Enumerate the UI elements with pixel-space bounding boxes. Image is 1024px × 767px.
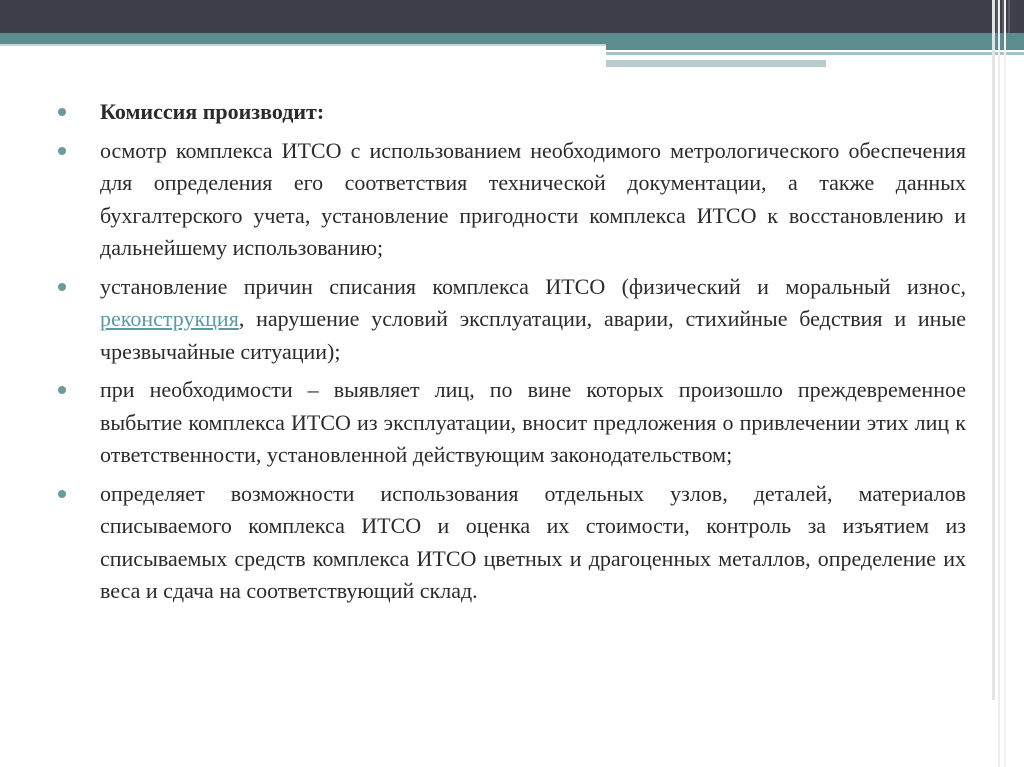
header-stripe: [1008, 0, 1010, 33]
bullet-dot-icon: [58, 490, 66, 498]
bullet-dot-icon: [58, 386, 66, 394]
reconstruction-link[interactable]: реконструкция: [100, 306, 239, 331]
list-item: [56, 135, 966, 265]
header-accent-line: [606, 60, 826, 67]
list-item: [56, 271, 966, 369]
list-item: [56, 478, 966, 608]
header-dark-band: [0, 0, 1024, 33]
bullet-dot-icon: [58, 147, 66, 155]
right-decoration-line: [1004, 0, 1006, 767]
list-item-text-after: , нарушение условий эксплуатации, аварии, стихийные бедствия и иные чрезвычайные ситуации);: [100, 306, 966, 364]
bullet-dot-icon: [58, 108, 66, 116]
list-item-text: при необходимости – выявляет лиц, по вине которых произошло преждевременное выбытие комплекса ИТСО из эксплуатации, вносит предложения о привлечении этих лиц к ответственности, установленной действующим законодательством;: [100, 377, 966, 467]
bullet-dot-icon: [58, 283, 66, 291]
header-teal-accent: [606, 44, 1024, 50]
list-item-text: определяет возможности использования отдельных узлов, деталей, материалов списываемого комплекса ИТСО и оценка их стоимости, контроль за изъятием из списываемых средств комплекса ИТСО цветных и драгоценных металлов, определение их веса и сдача на соответствующий склад.: [100, 480, 966, 603]
header-accent-line: [606, 52, 1024, 55]
list-item-text-before: установление причин списания комплекса ИТСО (физический и моральный износ,: [100, 273, 966, 299]
right-decoration-line: [992, 0, 995, 700]
bullet-list: [56, 96, 966, 614]
list-item-text: осмотр комплекса ИТСО с использованием необходимого метрологического обеспечения для определения его соответствия технической документации, а также данных бухгалтерского учета, установление пригодности комплекса ИТСО к восстановлению и дальнейшему использованию;: [100, 137, 966, 260]
list-item: [56, 374, 966, 472]
right-decoration-line: [998, 0, 1000, 767]
list-item-heading: Комиссия производит:: [100, 99, 325, 124]
list-item-text: [100, 274, 966, 364]
header-accent-line: [0, 44, 606, 46]
header-teal-band: [0, 33, 1024, 44]
list-item: [56, 96, 966, 129]
